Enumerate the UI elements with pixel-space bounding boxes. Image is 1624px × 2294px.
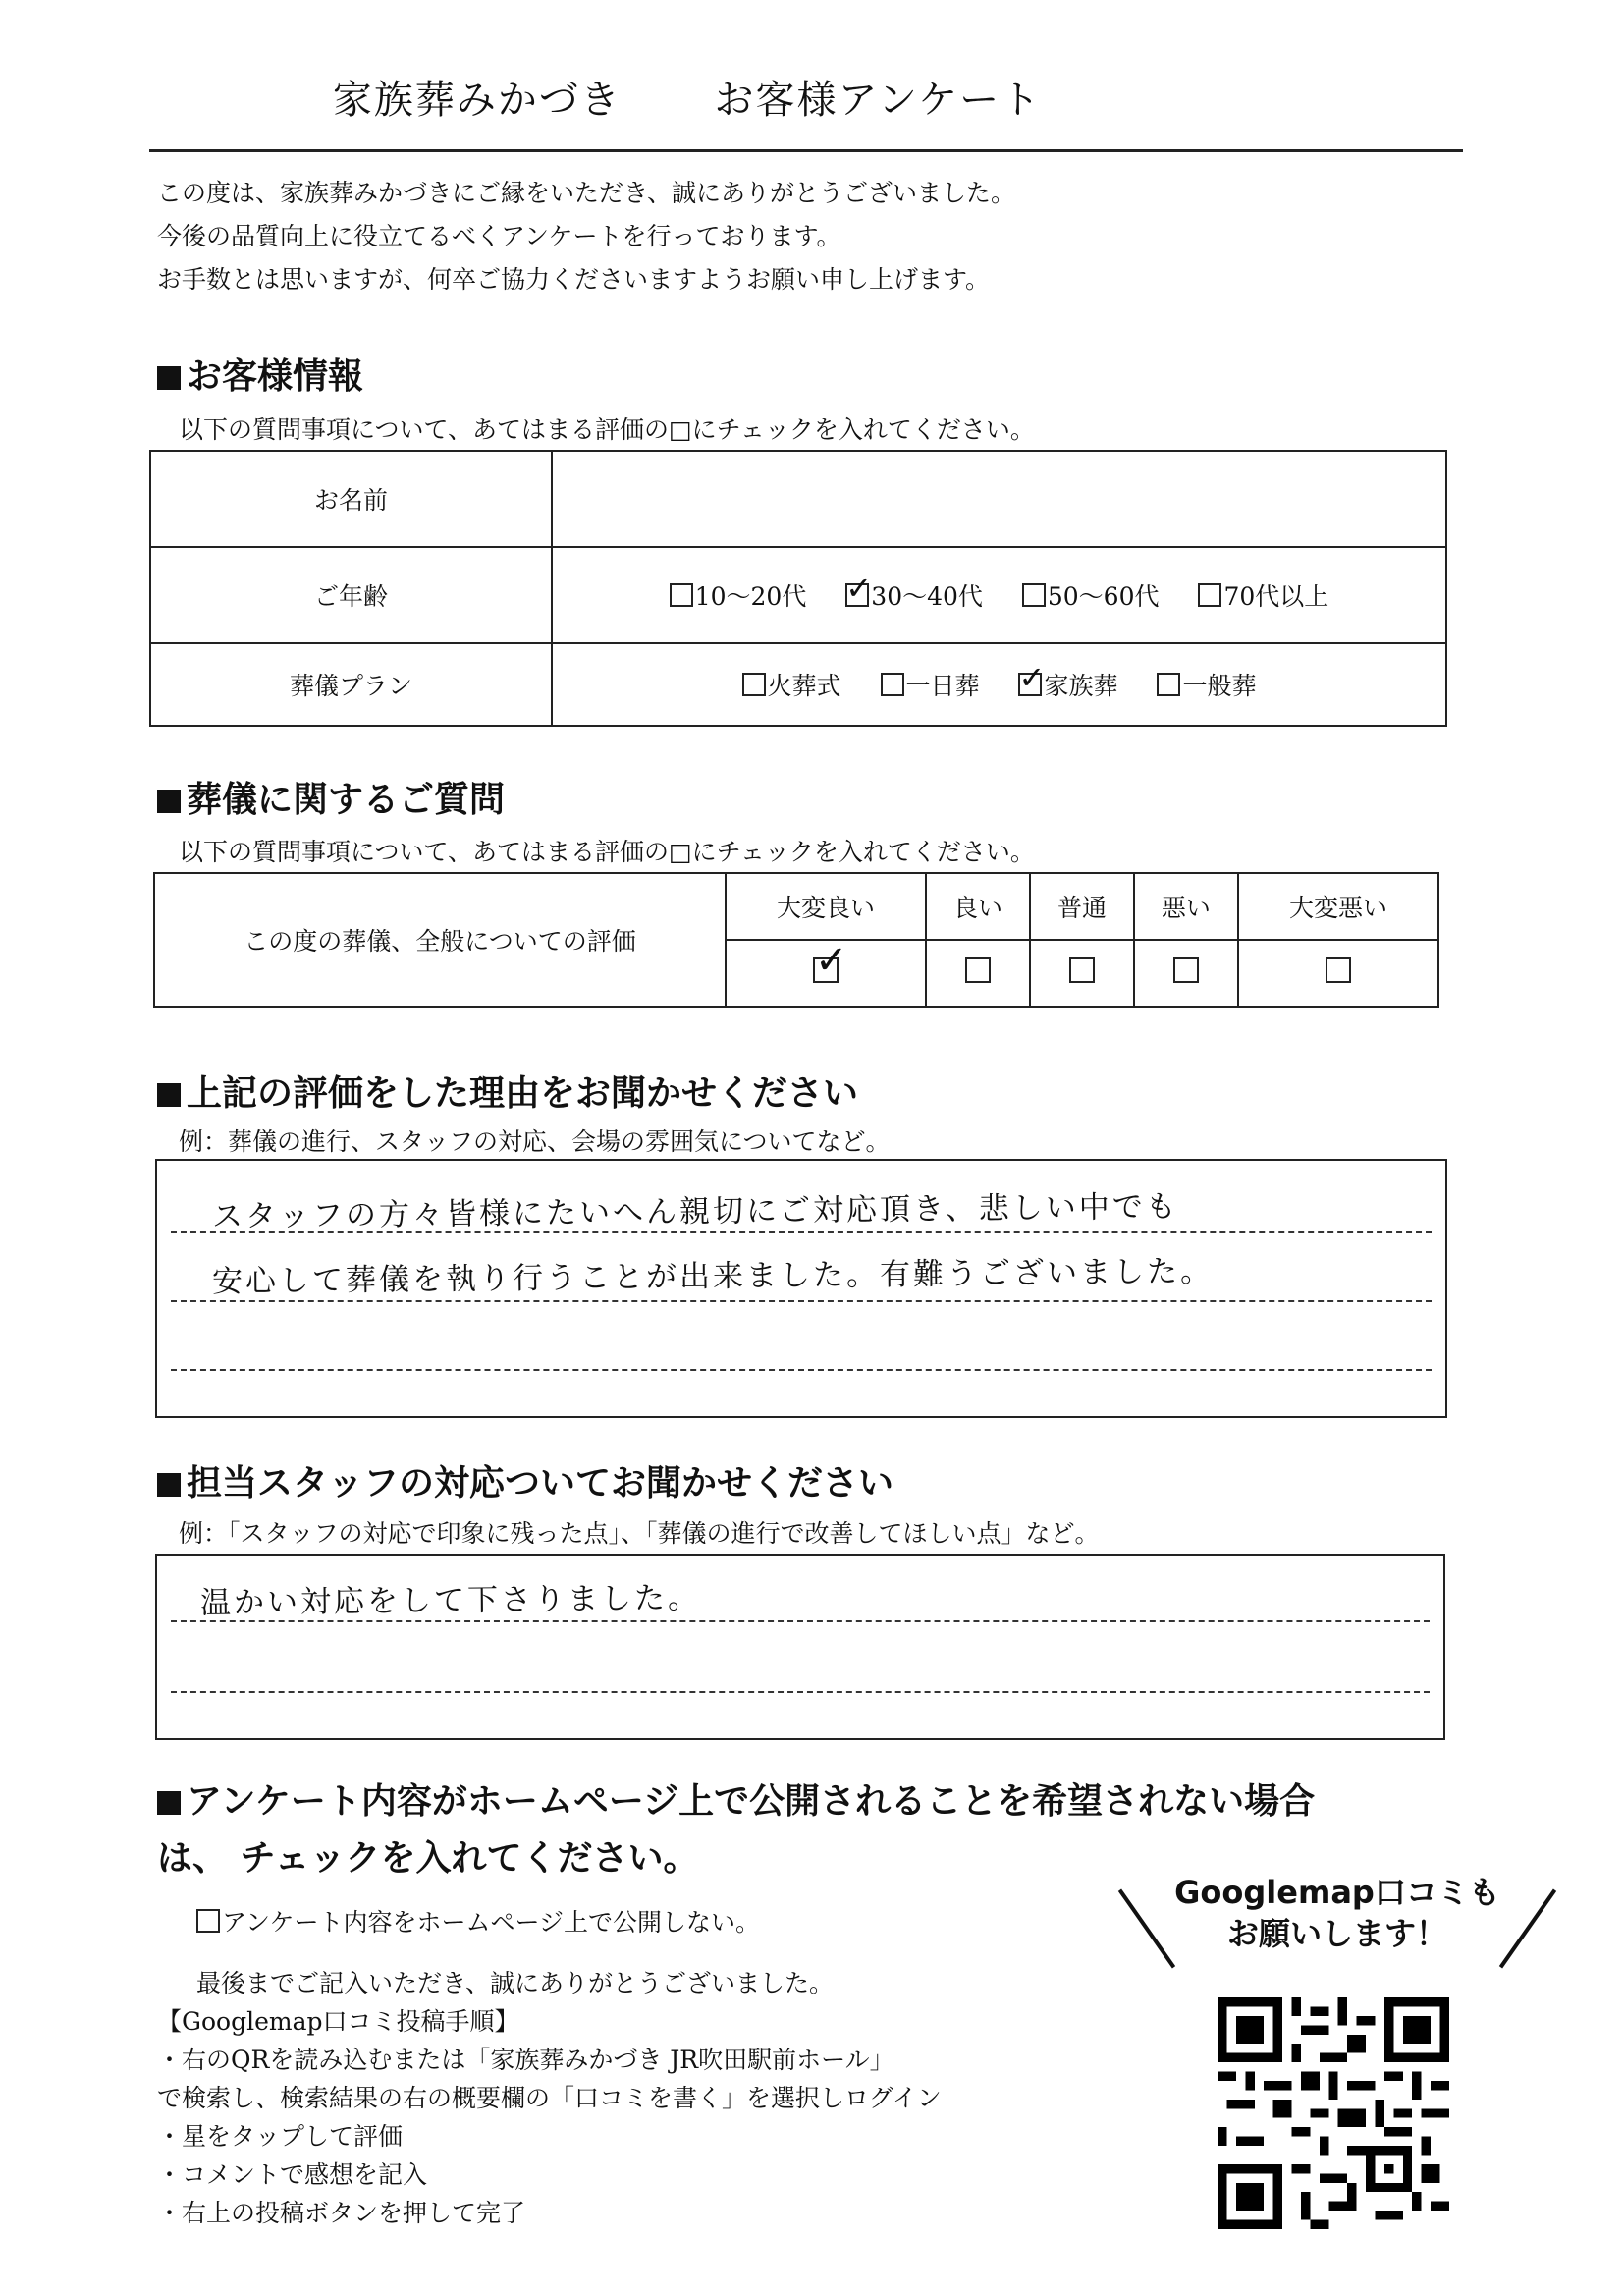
plan-options: [552, 643, 1446, 726]
checkbox-icon[interactable]: [1157, 673, 1180, 696]
intro-line: この度は、家族葬みかづきにご縁をいただき、誠にありがとうございました。: [157, 179, 1016, 207]
step-item: ・星をタップして評価: [157, 2122, 404, 2151]
checkbox-icon[interactable]: [1069, 957, 1095, 983]
qr-code-icon[interactable]: [1218, 1997, 1449, 2229]
reason-section-example: 例：葬儀の進行、スタッフの対応、会場の雰囲気についてなど。: [179, 1127, 891, 1156]
title-divider: [149, 149, 1463, 152]
step-item: で検索し、検索結果の右の概要欄の「口コミを書く」を選択しログイン: [157, 2084, 942, 2112]
age-label: ご年齢: [150, 547, 552, 643]
checkbox-checked-icon[interactable]: [1018, 673, 1042, 696]
checkbox-checked-icon[interactable]: [813, 957, 839, 983]
customer-section-heading: お客様情報: [157, 349, 363, 399]
plan-option[interactable]: 火葬式: [742, 672, 841, 700]
checkbox-icon[interactable]: [670, 583, 693, 607]
answer-line: [171, 1300, 1432, 1302]
rating-cell: [1238, 940, 1438, 1007]
reason-section-heading: 上記の評価をした理由をお聞かせください: [157, 1065, 858, 1116]
plan-option[interactable]: ✓ 家族葬: [1018, 672, 1117, 700]
funeral-section-note: 以下の質問事項について、あてはまる評価の□にチェックを入れてください。: [179, 838, 1035, 866]
publish-section-heading: アンケート内容がホームページ上で公開されることを希望されない場合: [157, 1774, 1315, 1824]
customer-info-table: [149, 450, 1447, 727]
rating-cell: [726, 940, 926, 1007]
name-label: お名前: [150, 451, 552, 547]
handwritten-answer: 温かい対応をして下さりました。: [199, 1580, 702, 1621]
checkbox-checked-icon[interactable]: [845, 583, 869, 607]
step-item: ・右上の投稿ボタンを押して完了: [157, 2199, 526, 2227]
staff-answer-box[interactable]: [155, 1554, 1445, 1740]
checkbox-icon[interactable]: [881, 673, 904, 696]
intro-line: お手数とは思いますが、何卒ご協力くださいますようお願い申し上げます。: [157, 265, 991, 294]
step-item: ・コメントで感想を記入: [157, 2160, 428, 2189]
reason-answer-box[interactable]: [155, 1159, 1447, 1418]
intro-text: [157, 172, 1015, 301]
rating-header: 普通: [1030, 873, 1134, 940]
checkbox-icon[interactable]: [742, 673, 766, 696]
checkbox-icon[interactable]: [1326, 957, 1351, 983]
checkbox-icon[interactable]: [1198, 583, 1221, 607]
checkbox-icon[interactable]: [1173, 957, 1199, 983]
answer-line: [171, 1620, 1430, 1622]
googlemap-badge: [1131, 1872, 1543, 1970]
checkbox-icon[interactable]: [965, 957, 991, 983]
rating-cell: [1030, 940, 1134, 1007]
rating-header: 良い: [926, 873, 1030, 940]
age-options: [552, 547, 1446, 643]
checkbox-icon[interactable]: [1022, 583, 1046, 607]
company-name: 家族葬みかづき: [332, 78, 622, 123]
thanks-text: 最後までご記入いただき、誠にありがとうございました。: [196, 1969, 835, 1997]
page-title: [0, 69, 1375, 125]
rating-header: 大変悪い: [1238, 873, 1438, 940]
publish-option-label: アンケート内容をホームページ上で公開しない。: [222, 1908, 761, 1937]
footer-instructions: [157, 1964, 942, 2232]
survey-title: お客様アンケート: [714, 78, 1043, 123]
age-option[interactable]: 50～60代: [1022, 582, 1160, 611]
badge-line: Googlemap口コミも: [1174, 1874, 1500, 1911]
age-option[interactable]: 70代以上: [1198, 582, 1328, 611]
publish-section-heading-cont: は、 チェックを入れてください。: [157, 1838, 699, 1879]
plan-label: 葬儀プラン: [150, 643, 552, 726]
rating-cell: [1134, 940, 1238, 1007]
publish-option[interactable]: [196, 1903, 760, 1939]
badge-line: お願いします！: [1226, 1915, 1447, 1952]
steps-title: 【Googlemap口コミ投稿手順】: [157, 2007, 519, 2036]
rating-cell: [926, 940, 1030, 1007]
intro-line: 今後の品質向上に役立てるべくアンケートを行っております。: [157, 222, 841, 250]
answer-line: [171, 1231, 1432, 1233]
customer-section-note: 以下の質問事項について、あてはまる評価の□にチェックを入れてください。: [179, 415, 1035, 444]
answer-line: [171, 1369, 1432, 1371]
handwritten-answer: 安心して葬儀を執り行うことが出来ました。有難うございました。: [211, 1253, 1215, 1300]
plan-option[interactable]: 一般葬: [1157, 672, 1256, 700]
plan-option[interactable]: 一日葬: [881, 672, 980, 700]
answer-line: [171, 1691, 1430, 1693]
checkbox-icon[interactable]: [196, 1909, 220, 1933]
staff-section-heading: 担当スタッフの対応ついてお聞かせください: [157, 1455, 893, 1505]
step-item: ・右のQRを読み込むまたは「家族葬みかづき JR吹田駅前ホール」: [157, 2046, 894, 2074]
rating-header: 大変良い: [726, 873, 926, 940]
handwritten-answer: スタッフの方々皆様にたいへん親切にご対応頂き、悲しい中でも: [211, 1188, 1179, 1235]
funeral-rating-table: [153, 872, 1439, 1008]
age-option[interactable]: ✓ 30～40代: [845, 582, 983, 611]
name-field[interactable]: [552, 451, 1446, 547]
rating-header: 悪い: [1134, 873, 1238, 940]
age-option[interactable]: 10～20代: [670, 582, 807, 611]
rating-question: この度の葬儀、全般についての評価: [154, 873, 726, 1007]
funeral-section-heading: 葬儀に関するご質問: [157, 772, 505, 822]
staff-section-example: 例：「スタッフの対応で印象に残った点」、「葬儀の進行で改善してほしい点」など。: [179, 1519, 1100, 1548]
